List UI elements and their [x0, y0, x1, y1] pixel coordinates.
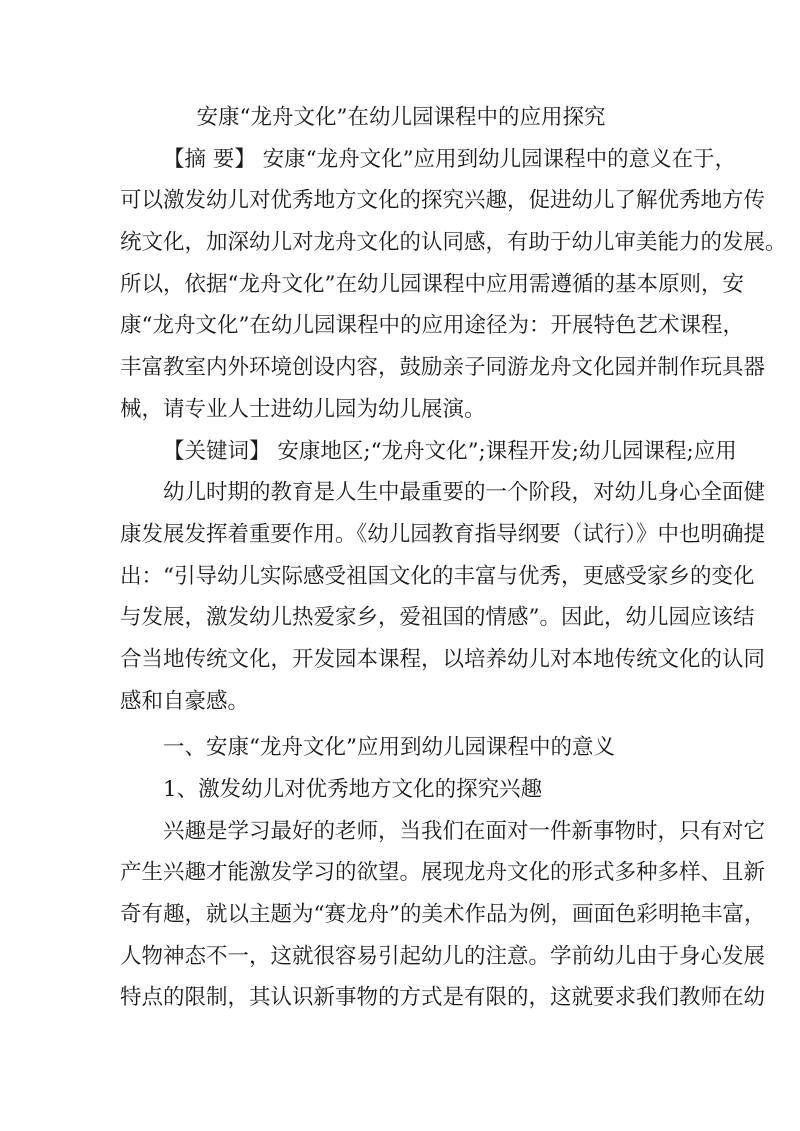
abstract-line: 【摘 要】 安康“龙舟文化”应用到幼儿园课程中的意义在于，	[163, 146, 737, 172]
intro-paragraph	[120, 472, 766, 722]
subsection-heading: 1、激发幼儿对优秀地方文化的探究兴趣	[163, 777, 543, 802]
keywords-line: 【关键词】 安康地区;“龙舟文化”;课程开发;幼儿园课程;应用	[163, 438, 737, 464]
abstract-line: 统文化，加深幼儿对龙舟文化的认同感，有助于幼儿审美能力的发展。	[120, 230, 787, 256]
abstract-line: 可以激发幼儿对优秀地方文化的探究兴趣，促进幼儿了解优秀地方传	[120, 188, 766, 214]
abstract-line: 械，请专业人士进幼儿园为幼儿展演。	[120, 396, 486, 422]
section-body-paragraph	[120, 811, 766, 1019]
body-line: 人物神态不一，这就很容易引起幼儿的注意。学前幼儿由于身心发展	[120, 943, 766, 969]
document-title: 安康“龙舟文化”在幼儿园课程中的应用探究	[196, 105, 606, 130]
intro-line: 出：“引导幼儿实际感受祖国文化的丰富与优秀，更感受家乡的变化	[120, 563, 755, 589]
document-page	[120, 97, 787, 1019]
intro-line: 康发展发挥着重要作用。《幼儿园教育指导纲要（试行）》中也明确提	[120, 521, 766, 547]
abstract-line: 康“龙舟文化”在幼儿园课程中的应用途径为：开展特色艺术课程，	[120, 313, 744, 339]
intro-line: 幼儿时期的教育是人生中最重要的一个阶段，对幼儿身心全面健	[163, 480, 766, 506]
intro-line: 感和自豪感。	[120, 688, 250, 714]
section-heading: 一、安康“龙舟文化”应用到幼儿园课程中的意义	[163, 735, 615, 761]
intro-line: 与发展，激发幼儿热爱家乡，爱祖国的情感”。因此，幼儿园应该结	[120, 605, 755, 631]
intro-line: 合当地传统文化，开发园本课程，以培养幼儿对本地传统文化的认同	[120, 646, 766, 672]
abstract-paragraph	[120, 139, 787, 431]
body-line: 产生兴趣才能激发学习的欲望。展现龙舟文化的形式多种多样、且新	[120, 860, 766, 886]
body-line: 特点的限制，其认识新事物的方式是有限的，这就要求我们教师在幼	[120, 985, 766, 1011]
body-line: 奇有趣，就以主题为“赛龙舟”的美术作品为例，画面色彩明艳丰富，	[120, 902, 766, 928]
body-line: 兴趣是学习最好的老师，当我们在面对一件新事物时，只有对它	[163, 818, 766, 844]
abstract-line: 所以，依据“龙舟文化”在幼儿园课程中应用需遵循的基本原则，安	[120, 271, 744, 297]
abstract-line: 丰富教室内外环境创设内容，鼓励亲子同游龙舟文化园并制作玩具器	[120, 355, 766, 381]
